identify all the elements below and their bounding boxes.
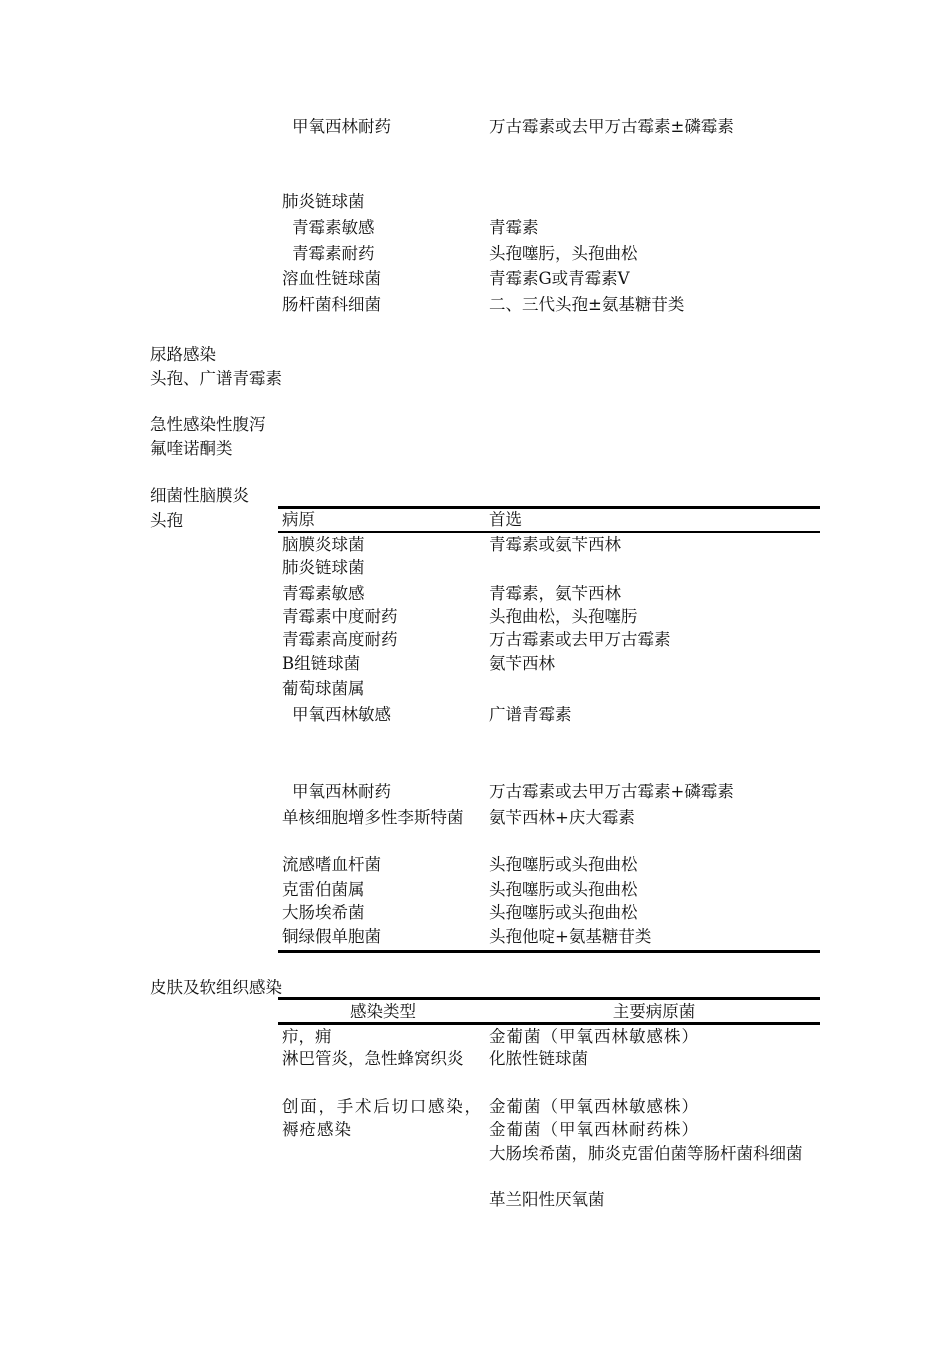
pathogen-cell: 肠杆菌科细菌	[282, 295, 381, 314]
pathogen-cell: 肺炎链球菌	[282, 558, 365, 577]
section-title-meningitis: 细菌性脑膜炎	[150, 486, 249, 505]
drug-cell: 氨苄西林	[489, 654, 555, 673]
pathogen-cell: 大肠埃希菌，肺炎克雷伯菌等肠杆菌科细菌	[489, 1144, 803, 1163]
section-drug-meningitis: 头孢	[150, 511, 183, 530]
table-bottom-rule	[278, 950, 820, 953]
pathogen-cell: 青霉素中度耐药	[282, 607, 398, 626]
pathogen-cell: 青霉素耐药	[292, 244, 375, 263]
drug-cell: 青霉素G或青霉素V	[489, 269, 630, 288]
pathogen-cell: 大肠埃希菌	[282, 903, 365, 922]
pathogen-cell: 溶血性链球菌	[282, 269, 381, 288]
pathogen-cell: 甲氧西林敏感	[292, 705, 391, 724]
column-header: 感染类型	[350, 1002, 416, 1021]
drug-cell: 头孢他啶+氨基糖苷类	[489, 927, 652, 946]
header-rule	[278, 1022, 820, 1025]
pathogen-cell: 单核细胞增多性李斯特菌	[282, 808, 464, 827]
pathogen-cell: 金葡菌（甲氧西林敏感株）	[489, 1097, 699, 1116]
section-drug-uti: 头孢、广谱青霉素	[150, 369, 282, 388]
table-top-rule	[278, 997, 820, 1000]
column-header: 病原	[282, 510, 315, 529]
drug-cell: 氨苄西林+庆大霉素	[489, 808, 635, 827]
column-header: 首选	[489, 510, 522, 529]
pathogen-cell: B组链球菌	[282, 654, 361, 673]
pathogen-cell: 青霉素敏感	[292, 218, 375, 237]
drug-cell: 头孢噻肟或头孢曲松	[489, 880, 638, 899]
pathogen-cell: 铜绿假单胞菌	[282, 927, 381, 946]
pathogen-cell: 肺炎链球菌	[282, 192, 365, 211]
drug-cell: 二、三代头孢±氨基糖苷类	[489, 295, 685, 314]
pathogen-cell: 克雷伯菌属	[282, 880, 365, 899]
pathogen-cell: 脑膜炎球菌	[282, 535, 365, 554]
pathogen-cell: 化脓性链球菌	[489, 1049, 588, 1068]
infection-type-cell: 创面，手术后切口感染，褥疮感染	[282, 1097, 482, 1139]
section-title-diarrhea: 急性感染性腹泻	[150, 415, 266, 434]
section-title-uti: 尿路感染	[150, 345, 216, 364]
drug-cell: 头孢噻肟或头孢曲松	[489, 903, 638, 922]
drug-cell: 头孢噻肟，头孢曲松	[489, 244, 638, 263]
table-top-rule	[278, 506, 820, 509]
drug-cell: 青霉素，氨苄西林	[489, 584, 621, 603]
drug-cell: 青霉素	[489, 218, 539, 237]
drug-cell: 广谱青霉素	[489, 705, 572, 724]
pathogen-cell: 金葡菌（甲氧西林耐药株）	[489, 1120, 699, 1139]
drug-cell: 万古霉素或去甲万古霉素±磷霉素	[489, 117, 734, 136]
drug-cell: 青霉素或氨苄西林	[489, 535, 621, 554]
section-title-skin: 皮肤及软组织感染	[150, 978, 282, 997]
column-header: 主要病原菌	[612, 1002, 696, 1021]
drug-cell: 头孢曲松，头孢噻肟	[489, 607, 638, 626]
pathogen-cell: 甲氧西林耐药	[292, 782, 391, 801]
pathogen-cell: 葡萄球菌属	[282, 679, 365, 698]
infection-type-cell: 疖，痈	[282, 1027, 332, 1046]
drug-cell: 头孢噻肟或头孢曲松	[489, 855, 638, 874]
pathogen-cell: 青霉素高度耐药	[282, 630, 398, 649]
pathogen-cell: 革兰阳性厌氧菌	[489, 1190, 605, 1209]
pathogen-cell: 甲氧西林耐药	[292, 117, 391, 136]
pathogen-cell: 流感嗜血杆菌	[282, 855, 381, 874]
infection-type-cell: 淋巴管炎，急性蜂窝织炎	[282, 1049, 464, 1068]
drug-cell: 万古霉素或去甲万古霉素+磷霉素	[489, 782, 734, 801]
pathogen-cell: 青霉素敏感	[282, 584, 365, 603]
section-drug-diarrhea: 氟喹诺酮类	[150, 439, 233, 458]
header-rule	[278, 531, 820, 533]
drug-cell: 万古霉素或去甲万古霉素	[489, 630, 671, 649]
pathogen-cell: 金葡菌（甲氧西林敏感株）	[489, 1027, 699, 1046]
